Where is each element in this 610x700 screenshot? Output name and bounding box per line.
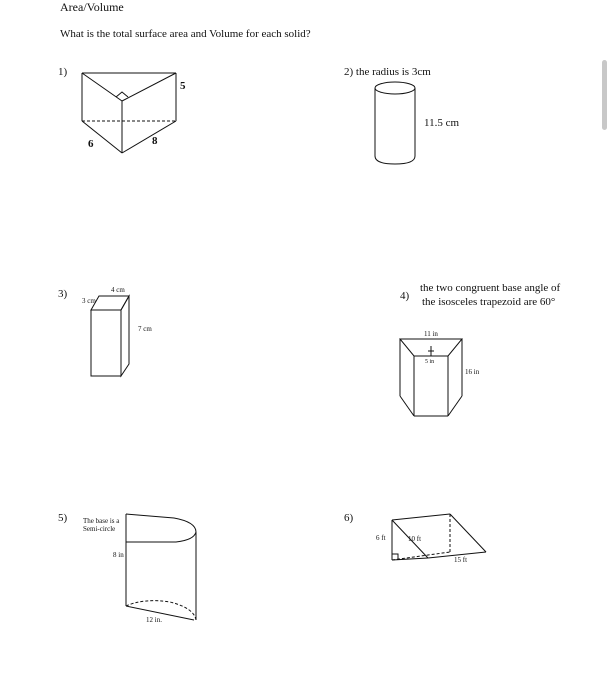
scrollbar[interactable] xyxy=(602,60,607,130)
problem-1-number: 1) xyxy=(58,66,68,78)
problem-3-number: 3) xyxy=(58,288,68,300)
question-text: What is the total surface area and Volume for each solid? xyxy=(60,28,311,40)
wedge-slant-label: 10 ft xyxy=(408,535,422,543)
problem-5-text-line-2: Semi-circle xyxy=(83,525,116,533)
prism-label-8: 8 xyxy=(152,135,158,147)
page-title: Area/Volume xyxy=(60,0,124,14)
problem-5-text-line-1: The base is a xyxy=(83,517,120,525)
problem-4-text-line-1: the two congruent base angle of xyxy=(420,282,561,294)
rect-top-label: 4 cm xyxy=(111,286,125,294)
prism-label-6: 6 xyxy=(88,138,94,150)
rect-side-label: 3 cm xyxy=(82,297,96,305)
semi-height-label: 8 in xyxy=(113,551,124,559)
problem-6-number: 6) xyxy=(344,512,354,524)
trap-mid-label: 5 in xyxy=(425,359,435,365)
cylinder-figure xyxy=(374,80,424,170)
semi-width-label: 12 in. xyxy=(146,616,162,624)
rect-height-label: 7 cm xyxy=(138,325,152,333)
problem-4-text-line-2: the isosceles trapezoid are 60° xyxy=(422,296,556,308)
wedge-base-label: 15 ft xyxy=(454,556,468,564)
trap-height-label: 16 in xyxy=(465,368,480,376)
trap-top-label: 11 in xyxy=(424,330,438,338)
problem-5-number: 5) xyxy=(58,512,68,524)
wedge-height-label: 6 ft xyxy=(376,534,386,542)
problem-4-number: 4) xyxy=(400,290,410,302)
trapezoid-prism-figure xyxy=(400,336,470,421)
prism-label-5: 5 xyxy=(180,80,186,92)
cylinder-height-label: 11.5 cm xyxy=(424,117,460,129)
wedge-figure xyxy=(390,508,490,568)
problem-2-text: 2) the radius is 3cm xyxy=(344,66,431,78)
semicircle-prism-figure xyxy=(124,508,204,628)
